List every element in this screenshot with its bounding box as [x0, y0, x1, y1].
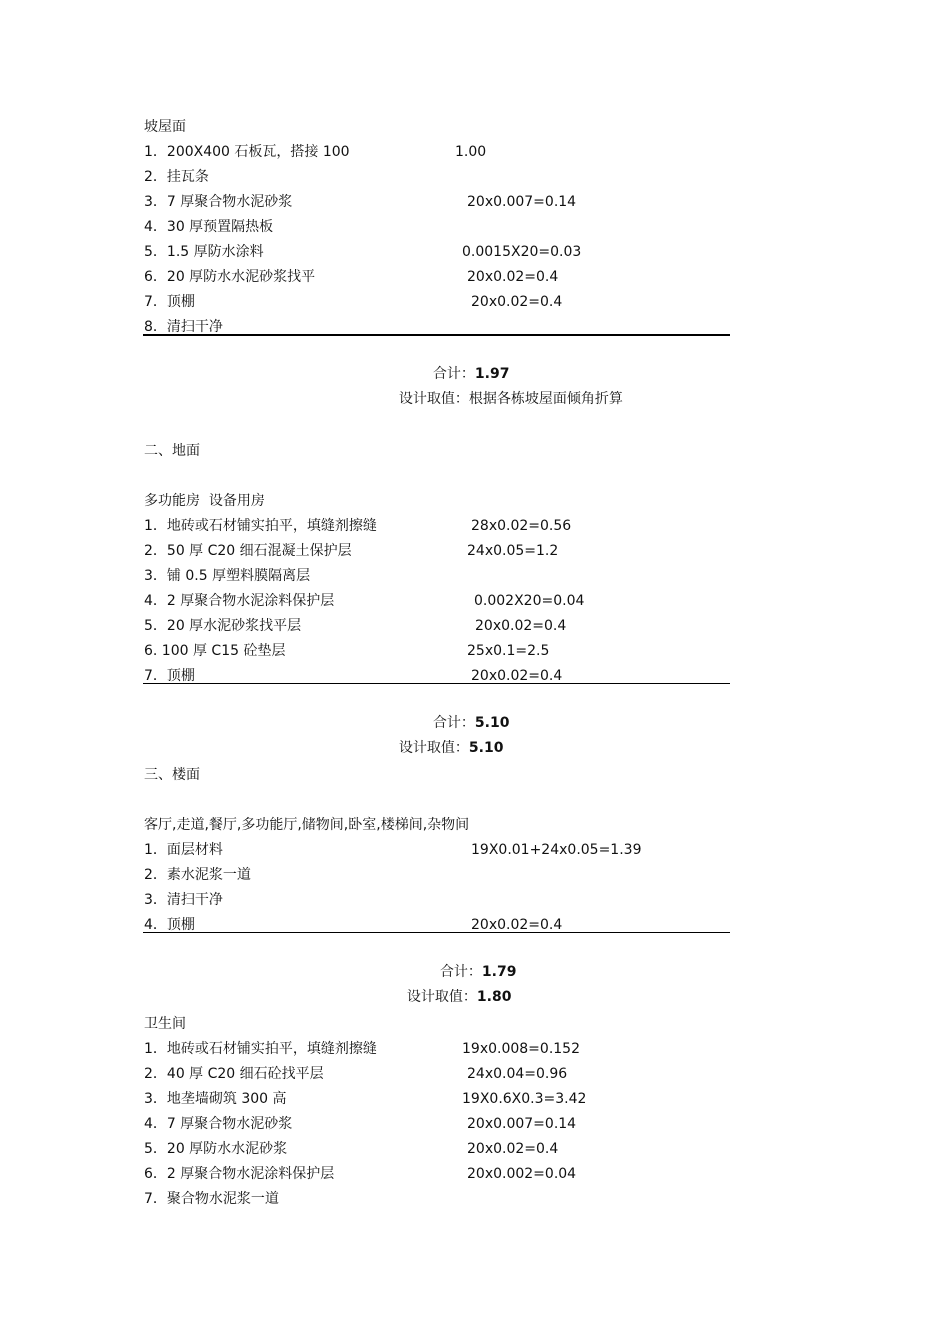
total-line [431, 939, 517, 980]
list-item: 1．面层材料 [144, 842, 223, 858]
design-value-line [390, 715, 504, 756]
list-item-value: 20x0.02=0.4 [467, 1141, 559, 1157]
list-item: 7．聚合物水泥浆一道 [144, 1191, 279, 1207]
list-item-value: 24x0.04=0.96 [467, 1066, 568, 1082]
list-item: 4．7 厚聚合物水泥砂浆 [144, 1116, 293, 1132]
section-heading-floor: 三、楼面 [144, 767, 200, 783]
list-item: 6．20 厚防水水泥砂浆找平 [144, 269, 316, 285]
list-item: 3．铺 0.5 厚塑料膜隔离层 [144, 568, 311, 584]
list-item: 5．20 厚防水水泥砂浆 [144, 1141, 288, 1157]
design-label: 设计取值： [398, 740, 469, 756]
list-item-value: 19x0.008=0.152 [462, 1041, 580, 1057]
list-item-value: 20x0.007=0.14 [467, 194, 577, 210]
total-value: 1.97 [474, 366, 510, 382]
list-item-value: 24x0.05=1.2 [467, 543, 559, 559]
total-label: 合计： [439, 964, 482, 980]
section-title-pitched-roof: 坡屋面 [144, 119, 186, 135]
design-value: 1.80 [476, 989, 512, 1005]
section-title-rooms: 客厅,走道,餐厅,多功能厅,储物间,卧室,楼梯间,杂物间 [144, 817, 470, 833]
total-value: 5.10 [474, 715, 510, 731]
total-line [424, 690, 510, 731]
list-item: 6．2 厚聚合物水泥涂料保护层 [144, 1166, 335, 1182]
design-value-line [390, 366, 623, 407]
design-value: 根据各栋坡屋面倾角折算 [468, 391, 623, 407]
list-item: 1．地砖或石材铺实拍平，填缝剂擦缝 [144, 518, 377, 534]
total-label: 合计： [432, 366, 475, 382]
list-item-value: 20x0.02=0.4 [471, 917, 563, 933]
list-item: 5．20 厚水泥砂浆找平层 [144, 618, 302, 634]
list-item: 2．40 厚 C20 细石砼找平层 [144, 1066, 324, 1082]
divider [143, 683, 730, 684]
list-item-value: 19X0.6X0.3=3.42 [462, 1091, 587, 1107]
list-item: 7．顶棚 [144, 294, 195, 310]
design-value-line [398, 964, 512, 1005]
total-value: 1.79 [481, 964, 517, 980]
list-item: 4．30 厚预置隔热板 [144, 219, 274, 235]
divider [143, 334, 730, 336]
total-label: 合计： [432, 715, 475, 731]
list-item-value: 0.002X20=0.04 [474, 593, 585, 609]
list-item: 3．地垄墙砌筑 300 高 [144, 1091, 287, 1107]
list-item-value: 0.0015X20=0.03 [462, 244, 582, 260]
list-item: 2．挂瓦条 [144, 169, 209, 185]
list-item-value: 20x0.007=0.14 [467, 1116, 577, 1132]
list-item: 2．50 厚 C20 细石混凝土保护层 [144, 543, 352, 559]
list-item: 8．清扫干净 [144, 319, 223, 335]
list-item-value: 25x0.1=2.5 [467, 643, 550, 659]
list-item-value: 28x0.02=0.56 [471, 518, 572, 534]
total-line [424, 341, 510, 382]
list-item: 5．1.5 厚防水涂料 [144, 244, 264, 260]
list-item: 1．地砖或石材铺实拍平，填缝剂擦缝 [144, 1041, 377, 1057]
list-item: 4．顶棚 [144, 917, 195, 933]
divider [143, 932, 730, 933]
section-title-bathroom: 卫生间 [144, 1016, 186, 1032]
list-item-value: 20x0.02=0.4 [467, 269, 559, 285]
list-item: 4．2 厚聚合物水泥涂料保护层 [144, 593, 335, 609]
list-item-value: 20x0.02=0.4 [471, 668, 563, 684]
list-item: 3．7 厚聚合物水泥砂浆 [144, 194, 293, 210]
list-item-value: 20x0.02=0.4 [471, 294, 563, 310]
list-item: 3．清扫干净 [144, 892, 223, 908]
list-item-value: 1.00 [455, 144, 487, 160]
list-item-value: 20x0.02=0.4 [475, 618, 567, 634]
section-heading-ground: 二、地面 [144, 443, 200, 459]
design-value: 5.10 [468, 740, 504, 756]
design-label: 设计取值： [406, 989, 477, 1005]
list-item-value: 19X0.01+24x0.05=1.39 [471, 842, 642, 858]
list-item: 1．200X400 石板瓦，搭接 100 [144, 144, 350, 160]
list-item: 2．素水泥浆一道 [144, 867, 251, 883]
design-label: 设计取值： [398, 391, 469, 407]
list-item: 6. 100 厚 C15 砼垫层 [144, 643, 286, 659]
list-item: 7．顶棚 [144, 668, 195, 684]
list-item-value: 20x0.002=0.04 [467, 1166, 577, 1182]
section-title-rooms: 多功能房 设备用房 [144, 493, 265, 509]
